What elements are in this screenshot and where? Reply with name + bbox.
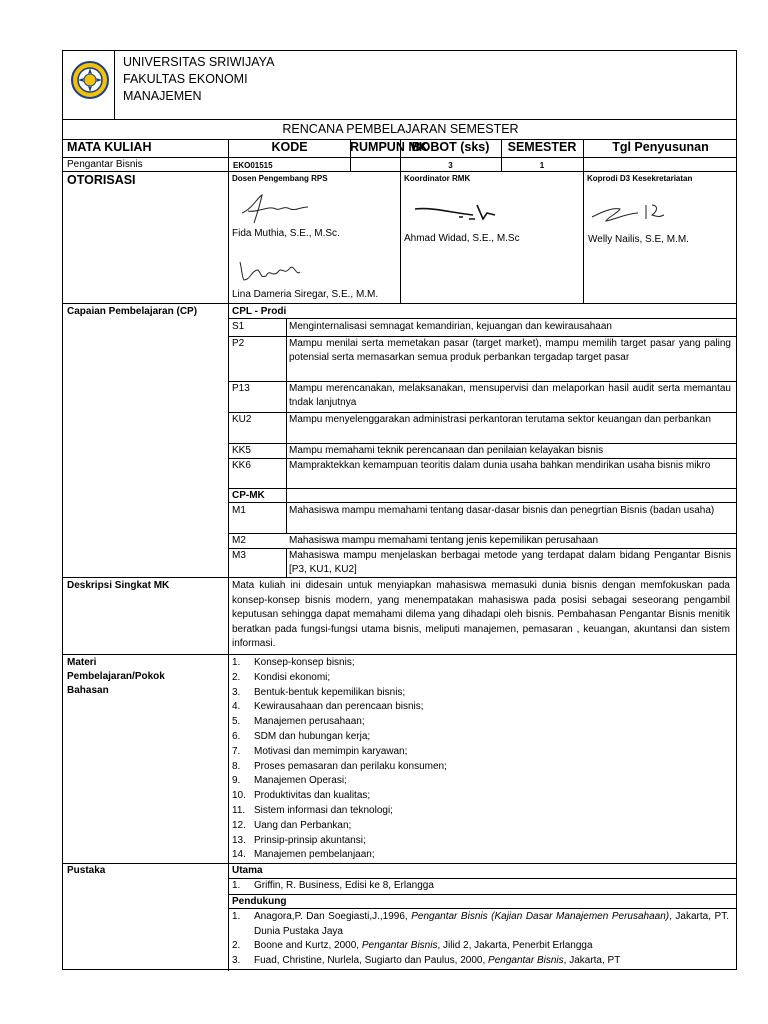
cpmk-text-m2: Mahasiswa mampu memahami tentang jenis kepemilikan perusahaan bbox=[289, 535, 599, 546]
materi-item: Prinsip-prinsip akuntansi; bbox=[254, 834, 366, 846]
department-name: MANAJEMEN bbox=[123, 89, 202, 103]
list-number: 14. bbox=[232, 849, 246, 861]
list-number: 6. bbox=[232, 731, 241, 742]
materi-label-1: Materi bbox=[67, 657, 97, 668]
col-mata-kuliah: MATA KULIAH bbox=[67, 140, 152, 154]
col-semester: SEMESTER bbox=[507, 140, 577, 154]
signature-fida bbox=[238, 191, 318, 227]
materi-item: Motivasi dan memimpin karyawan; bbox=[254, 745, 408, 757]
cp-label: Capaian Pembelajaran (CP) bbox=[67, 306, 198, 317]
col-bobot: BOBOT (sks) bbox=[411, 140, 490, 154]
list-number: 11. bbox=[232, 805, 246, 816]
materi-item: Uang dan Perbankan; bbox=[254, 819, 352, 831]
list-number: 5. bbox=[232, 716, 241, 728]
list-number: 4. bbox=[232, 701, 241, 713]
course-semester: 1 bbox=[539, 161, 545, 170]
list-number: 2. bbox=[232, 671, 241, 683]
person-ahmad: Ahmad Widad, S.E., M.Sc bbox=[404, 233, 520, 244]
koprodi-title: Koprodi D3 Kesekretariatan bbox=[587, 174, 693, 183]
cpl-text-ku2: Mampu menyelenggarakan administrasi perkantoran terutama sektor keuangan dan perbankan bbox=[289, 414, 711, 425]
person-fida: Fida Muthia, S.E., M.Sc. bbox=[232, 228, 340, 239]
dosen-pengembang-title: Dosen Pengembang RPS bbox=[232, 174, 328, 183]
page-title: RENCANA PEMBELAJARAN SEMESTER bbox=[282, 122, 519, 136]
materi-item: Manajemen Operasi; bbox=[254, 775, 347, 787]
materi-item: Manajemen pembelanjaan; bbox=[254, 849, 375, 861]
deskripsi-label: Deskripsi Singkat MK bbox=[67, 580, 170, 591]
materi-item: SDM dan hubungan kerja; bbox=[254, 731, 371, 742]
cpmk-code-m2: M2 bbox=[232, 535, 246, 546]
pustaka-pendukung-item: Boone and Kurtz, 2000, Pengantar Bisnis, Jilid 2, Jakarta, Penerbit Erlangga bbox=[254, 940, 593, 951]
list-number: 3. bbox=[232, 686, 241, 698]
list-number: 2. bbox=[232, 940, 241, 951]
person-lina: Lina Dameria Siregar, S.E., M.M. bbox=[232, 289, 379, 300]
course-bobot: 3 bbox=[448, 161, 453, 170]
cpmk-heading: CP-MK bbox=[232, 490, 265, 501]
cpl-code-kk6: KK6 bbox=[232, 460, 251, 471]
cpmk-code-m1: M1 bbox=[232, 505, 246, 516]
rps-document bbox=[62, 50, 737, 970]
list-number: 9. bbox=[232, 775, 241, 787]
cpmk-text-m3: Mahasiswa mampu menjelaskan berbagai metode yang terdapat dalam bidang Pengantar Bisnis [P3, KU1, KU2] bbox=[289, 550, 731, 575]
course-name: Pengantar Bisnis bbox=[67, 159, 143, 170]
signature-ahmad bbox=[413, 201, 503, 227]
pustaka-utama-heading: Utama bbox=[232, 865, 263, 876]
pustaka-label: Pustaka bbox=[67, 865, 106, 876]
cpl-code-p13: P13 bbox=[232, 383, 250, 394]
cpl-text-s1: Menginternalisasi semnagat kemandirian, kejuangan dan kewirausahaan bbox=[289, 321, 612, 332]
list-number: 12. bbox=[232, 819, 246, 831]
cpl-text-kk6: Mampraktekkan kemampuan teoritis dalam dunia usaha bahkan mendirikan usaha bisnis mikro bbox=[289, 460, 711, 471]
otorisasi-label: OTORISASI bbox=[67, 173, 136, 187]
faculty-name: FAKULTAS EKONOMI bbox=[123, 72, 248, 86]
col-rumpun: RUMPUN MK bbox=[350, 140, 428, 154]
cpl-code-ku2: KU2 bbox=[232, 414, 252, 425]
materi-label-3: Bahasan bbox=[67, 685, 109, 696]
cpl-code-p2: P2 bbox=[232, 338, 245, 349]
list-number: 1. bbox=[232, 911, 241, 922]
cpl-code-s1: S1 bbox=[232, 321, 245, 332]
cpl-heading: CPL - Prodi bbox=[232, 306, 287, 317]
university-seal-icon bbox=[70, 60, 110, 100]
col-kode: KODE bbox=[271, 140, 308, 154]
list-number: 1. bbox=[232, 880, 241, 891]
signature-welly bbox=[588, 199, 678, 227]
list-number: 1. bbox=[232, 657, 241, 668]
materi-label-2: Pembelajaran/Pokok bbox=[67, 671, 165, 682]
list-number: 13. bbox=[232, 834, 246, 846]
cpmk-code-m3: M3 bbox=[232, 550, 246, 561]
cpmk-text-m1: Mahasiswa mampu memahami tentang dasar-dasar bisnis dan penegrtian Bisnis (badan usaha) bbox=[289, 505, 715, 516]
pustaka-pendukung-heading: Pendukung bbox=[232, 896, 287, 907]
materi-item: Kondisi ekonomi; bbox=[254, 671, 331, 683]
person-welly: Welly Nailis, S.E, M.M. bbox=[588, 234, 689, 245]
list-number: 10. bbox=[232, 790, 246, 802]
list-number: 7. bbox=[232, 745, 241, 757]
col-tgl: Tgl Penyusunan bbox=[612, 140, 709, 154]
materi-item: Kewirausahaan dan perencaan bisnis; bbox=[254, 701, 424, 713]
pustaka-pendukung-item: Anagora,P. Dan Soegiasti,J.,1996, Pengantar Bisnis (Kajian Dasar Manajemen Perusahaan), Jakarta, PT. Dunia Pustaka Jaya bbox=[254, 911, 730, 937]
materi-item: Proses pemasaran dan perilaku konsumen; bbox=[254, 760, 447, 772]
materi-item: Produktivitas dan kualitas; bbox=[254, 790, 371, 802]
deskripsi-text: Mata kuliah ini didesain untuk menyiapkan mahasiswa memasuki dunia bisnis dengan memfokuskan pada konsep-konsep bisnis modern, yang menempatakan mahasiswa pada posisi sebagai seseorang pengambil keputusan sehingga dapat memahami dilema yang dihadapi oleh bisnis. Pembahasan Pengantar Bisnis menitik beratkan pada fungsi-fungsi utama bisnis, meliputi manajemen, pemasaran , keuangan, akuntansi dan sistem informasi. bbox=[232, 580, 730, 649]
list-number: 3. bbox=[232, 955, 241, 966]
koordinator-title: Koordinator RMK bbox=[404, 174, 471, 183]
pustaka-pendukung-item: Fuad, Christine, Nurlela, Sugiarto dan Paulus, 2000, Pengantar Bisnis, Jakarta, PT bbox=[254, 955, 621, 966]
materi-item: Sistem informasi dan teknologi; bbox=[254, 805, 393, 816]
materi-item: Manajemen perusahaan; bbox=[254, 716, 365, 728]
list-number: 8. bbox=[232, 760, 241, 772]
cpl-code-kk5: KK5 bbox=[232, 445, 251, 456]
materi-item: Konsep-konsep bisnis; bbox=[254, 657, 355, 668]
cpl-text-p13: Mampu merencanakan, melaksanakan, mensupervisi dan melaporkan hasil audit serta memantau tndak lanjutnya bbox=[289, 383, 731, 408]
signature-lina bbox=[236, 256, 306, 286]
materi-item: Bentuk-bentuk kepemilikan bisnis; bbox=[254, 686, 406, 698]
pustaka-utama-item: Griffin, R. Business, Edisi ke 8, Erlangga bbox=[254, 880, 434, 891]
cpl-text-p2: Mampu menilai serta memetakan pasar (target market), mampu memilih target pasar yang paling potensial serta memasarkan semua produk perbankan tergadap target pasar bbox=[289, 338, 731, 363]
cpl-text-kk5: Mampu memahami teknik perencanaan dan penilaian kelayakan bisnis bbox=[289, 445, 604, 456]
course-code: EKO01515 bbox=[233, 161, 273, 170]
university-name: UNIVERSITAS SRIWIJAYA bbox=[123, 55, 275, 69]
